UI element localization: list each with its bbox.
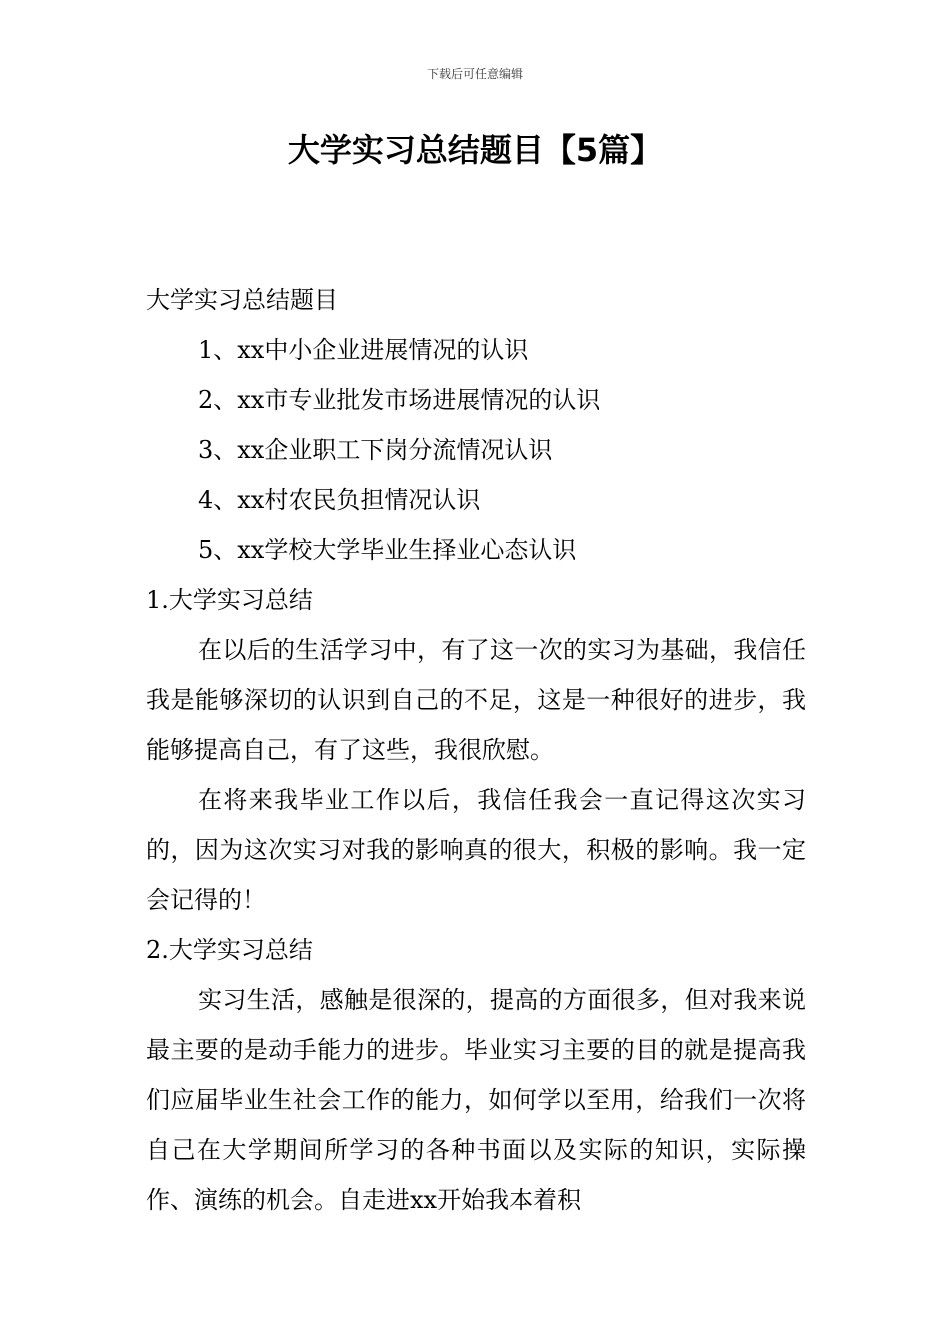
document-title: 大学实习总结题目【5篇】	[287, 131, 663, 169]
document-body	[146, 275, 806, 1225]
summary-2-heading: 2.大学实习总结	[146, 936, 313, 964]
section-heading: 大学实习总结题目	[146, 286, 338, 314]
topic-item-1: 1、xx中小企业进展情况的认识	[198, 336, 529, 364]
summary-1-paragraph-1: 在以后的生活学习中，有了这一次的实习为基础，我信任我是能够深切的认识到自己的不足，这是一种很好的进步，我能够提高自己，有了这些，我很欣慰。	[146, 636, 806, 764]
topic-item-5: 5、xx学校大学毕业生择业心态认识	[198, 536, 577, 564]
topic-item-3: 3、xx企业职工下岗分流情况认识	[198, 436, 553, 464]
summary-1-heading: 1.大学实习总结	[146, 586, 313, 614]
summary-2-paragraph-1: 实习生活，感触是很深的，提高的方面很多，但对我来说最主要的是动手能力的进步。毕业实习主要的目的就是提高我们应届毕业生社会工作的能力，如何学以至用，给我们一次将自己在大学期间所学习的各种书面以及实际的知识，实际操作、演练的机会。自走进xx开始我本着积	[146, 986, 806, 1214]
page-header-note: 下载后可任意编辑	[426, 67, 523, 81]
topic-item-4: 4、xx村农民负担情况认识	[198, 486, 481, 514]
topic-item-2: 2、xx市专业批发市场进展情况的认识	[198, 386, 601, 414]
summary-1-paragraph-2: 在将来我毕业工作以后，我信任我会一直记得这次实习的，因为这次实习对我的影响真的很大，积极的影响。我一定会记得的！	[146, 786, 806, 914]
